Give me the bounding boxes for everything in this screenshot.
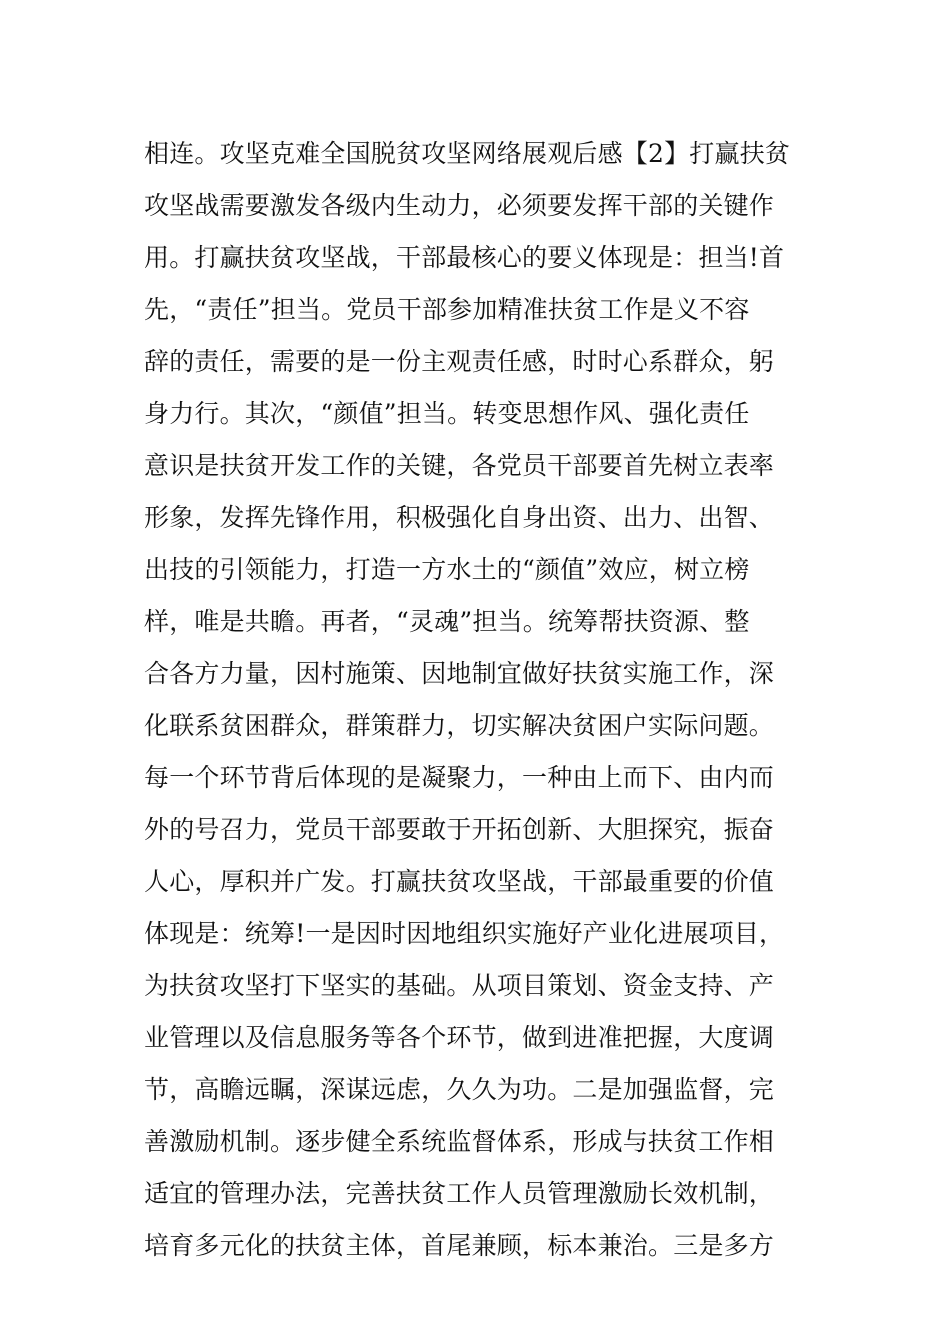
text-line: 先，“责任”担当。党员干部参加精准扶贫工作是义不容 — [144, 295, 750, 324]
text-line: 每一个环节背后体现的是凝聚力，一种由上而下、由内而 — [144, 763, 775, 792]
text-line: 合各方力量，因村施策、因地制宜做好扶贫实施工作，深 — [144, 659, 775, 688]
text-line: 出技的引领能力，打造一方水土的“颜值”效应，树立榜 — [144, 555, 750, 584]
text-line: 为扶贫攻坚打下坚实的基础。从项目策划、资金支持、产 — [144, 971, 775, 1000]
text-line: 意识是扶贫开发工作的关键，各党员干部要首先树立表率 — [144, 451, 775, 480]
text-line: 培育多元化的扶贫主体，首尾兼顾，标本兼治。三是多方 — [144, 1231, 775, 1260]
text-line: 体现是：统筹!一是因时因地组织实施好产业化进展项目， — [144, 919, 785, 948]
text-line: 辞的责任，需要的是一份主观责任感，时时心系群众，躬 — [144, 347, 775, 376]
text-line: 节，高瞻远瞩，深谋远虑，久久为功。二是加强监督，完 — [144, 1075, 775, 1104]
text-line: 形象，发挥先锋作用，积极强化自身出资、出力、出智、 — [144, 503, 775, 532]
text-line: 化联系贫困群众，群策群力，切实解决贫困户实际问题。 — [144, 711, 775, 740]
text-line: 样，唯是共瞻。再者，“灵魂”担当。统筹帮扶资源、整 — [144, 607, 750, 636]
text-line: 人心，厚积并广发。打赢扶贫攻坚战，干部最重要的价值 — [144, 867, 775, 896]
text-line: 攻坚战需要激发各级内生动力，必须要发挥干部的关键作 — [144, 191, 775, 220]
body-text — [144, 128, 814, 1272]
text-line: 外的号召力，党员干部要敢于开拓创新、大胆探究，振奋 — [144, 815, 775, 844]
text-line: 业管理以及信息服务等各个环节，做到进准把握，大度调 — [144, 1023, 775, 1052]
text-line: 适宜的管理办法，完善扶贫工作人员管理激励长效机制， — [144, 1179, 775, 1208]
text-line: 用。打赢扶贫攻坚战，干部最核心的要义体现是：担当!首 — [144, 243, 785, 272]
text-line: 相连。攻坚克难全国脱贫攻坚网络展观后感【2】打赢扶贫 — [144, 139, 791, 168]
text-line: 善激励机制。逐步健全系统监督体系，形成与扶贫工作相 — [144, 1127, 775, 1156]
text-line: 身力行。其次，“颜值”担当。转变思想作风、强化责任 — [144, 399, 750, 428]
